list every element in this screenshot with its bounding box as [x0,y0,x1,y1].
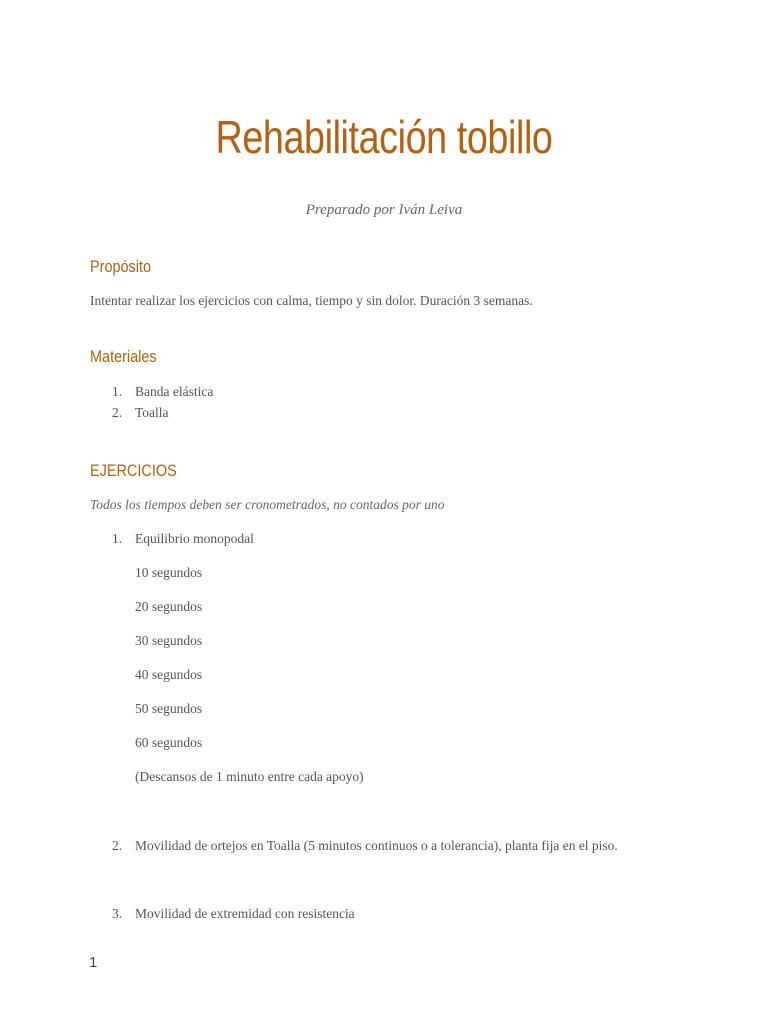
exercise-step: 20 segundos [135,599,203,614]
list-number: 2. [112,405,123,420]
document-subtitle: Preparado por Iván Leiva [305,202,463,218]
exercise-step: 50 segundos [135,701,203,716]
materials-item [112,384,213,400]
list-item-text: Equilibrio monopodal [135,531,254,546]
exercise-item [112,838,618,854]
exercise-item [112,531,254,547]
exercise-step: 40 segundos [135,667,203,682]
list-number: 2. [112,838,123,853]
exercise-step: 10 segundos [135,565,203,580]
list-number: 1. [112,384,123,399]
document-title: Rehabilitación tobillo [215,111,553,163]
purpose-text: Intentar realizar los ejercicios con calma, tiempo y sin dolor. Duración 3 semanas. [90,293,533,308]
list-item-text: Banda elástica [135,384,214,399]
materials-heading: Materiales [90,347,157,366]
exercise-step: 60 segundos [135,735,203,750]
list-number: 3. [112,906,123,921]
exercises-heading: EJERCICIOS [90,461,177,480]
purpose-heading: Propósito [90,257,152,276]
list-item-text: Movilidad de ortejos en Toalla (5 minutos continuos o a tolerancia), planta fija en el piso. [135,838,618,853]
page-number: 1 [89,954,98,971]
list-item-text: Toalla [135,405,169,420]
exercise-rest-note: (Descansos de 1 minuto entre cada apoyo) [135,769,364,784]
materials-item [112,405,169,421]
list-number: 1. [112,531,123,546]
exercise-item [112,906,355,922]
exercises-note: Todos los tiempos deben ser cronometrados, no contados por uno [90,497,445,512]
exercise-step: 30 segundos [135,633,203,648]
list-item-text: Movilidad de extremidad con resistencia [135,906,355,921]
